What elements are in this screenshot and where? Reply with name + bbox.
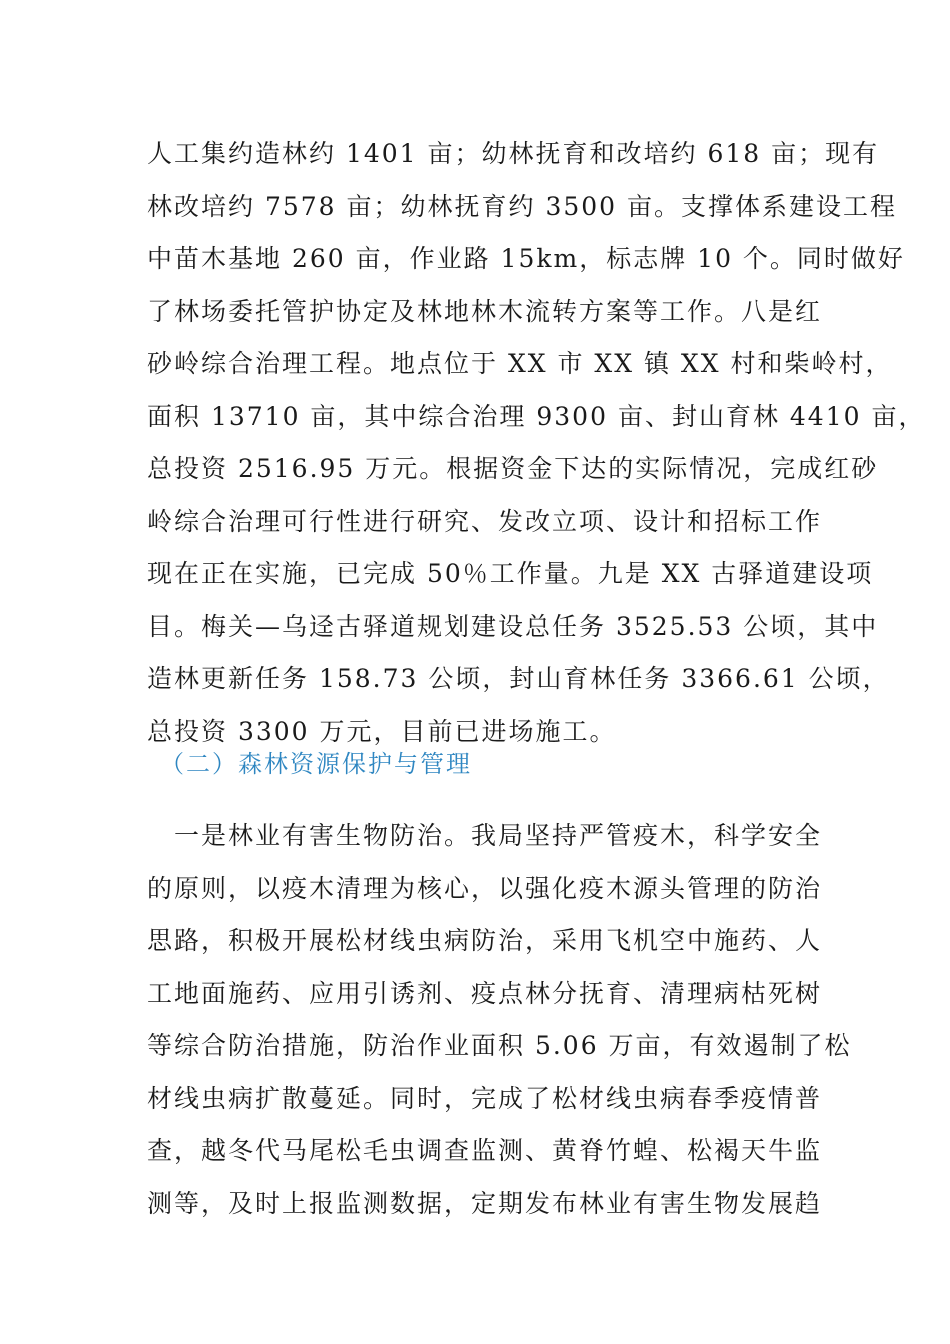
text-line: 的原则，以疫木清理为核心，以强化疫木源头管理的防治: [147, 873, 823, 903]
text-line: 材线虫病扩散蔓延。同时，完成了松材线虫病春季疫情普: [147, 1083, 823, 1113]
text-line: 面积 13710 亩，其中综合治理 9300 亩、封山育林 4410 亩，: [147, 401, 926, 431]
text-line: 总投资 3300 万元，目前已进场施工。: [147, 716, 617, 746]
text-line: 查，越冬代马尾松毛虫调查监测、黄脊竹蝗、松褐天牛监: [147, 1136, 823, 1165]
text-line: 等综合防治措施，防治作业面积 5.06 万亩，有效遏制了松: [147, 1031, 852, 1060]
text-line: 一是林业有害生物防治。我局坚持严管疫木，科学安全: [147, 821, 823, 850]
text-line: 总投资 2516.95 万元。根据资金下达的实际情况，完成红砂: [147, 454, 879, 483]
text-line: 砂岭综合治理工程。地点位于 XX 市 XX 镇 XX 村和柴岭村，: [147, 349, 893, 378]
paragraph-pest-control: [147, 810, 852, 1230]
text-line: 造林更新任务 158.73 公顷，封山育林任务 3366.61 公顷，: [147, 664, 890, 693]
text-line: 了林场委托管护协定及林地林木流转方案等工作。八是红: [147, 296, 823, 326]
text-line: 目。梅关—乌迳古驿道规划建设总任务 3525.53 公顷，其中: [147, 611, 879, 641]
text-line: 林改培约 7578 亩；幼林抚育约 3500 亩。支撑体系建设工程: [147, 191, 898, 221]
text-line: 工地面施药、应用引诱剂、疫点林分抚育、清理病枯死树: [147, 978, 823, 1008]
text-line: 现在正在实施，已完成 50％工作量。九是 XX 古驿道建设项: [147, 559, 874, 588]
text-line: 测等，及时上报监测数据，定期发布林业有害生物发展趋: [147, 1188, 823, 1218]
text-line: 中苗木基地 260 亩，作业路 15km，标志牌 10 个。同时做好: [147, 244, 905, 273]
paragraph-afforestation-projects: [147, 128, 926, 758]
text-line: 思路，积极开展松材线虫病防治，采用飞机空中施药、人: [147, 926, 823, 955]
section-heading: （二）森林资源保护与管理: [160, 750, 472, 778]
text-line: 岭综合治理可行性进行研究、发改立项、设计和招标工作: [147, 506, 823, 536]
text-line: 人工集约造林约 1401 亩；幼林抚育和改培约 618 亩；现有: [147, 139, 880, 168]
